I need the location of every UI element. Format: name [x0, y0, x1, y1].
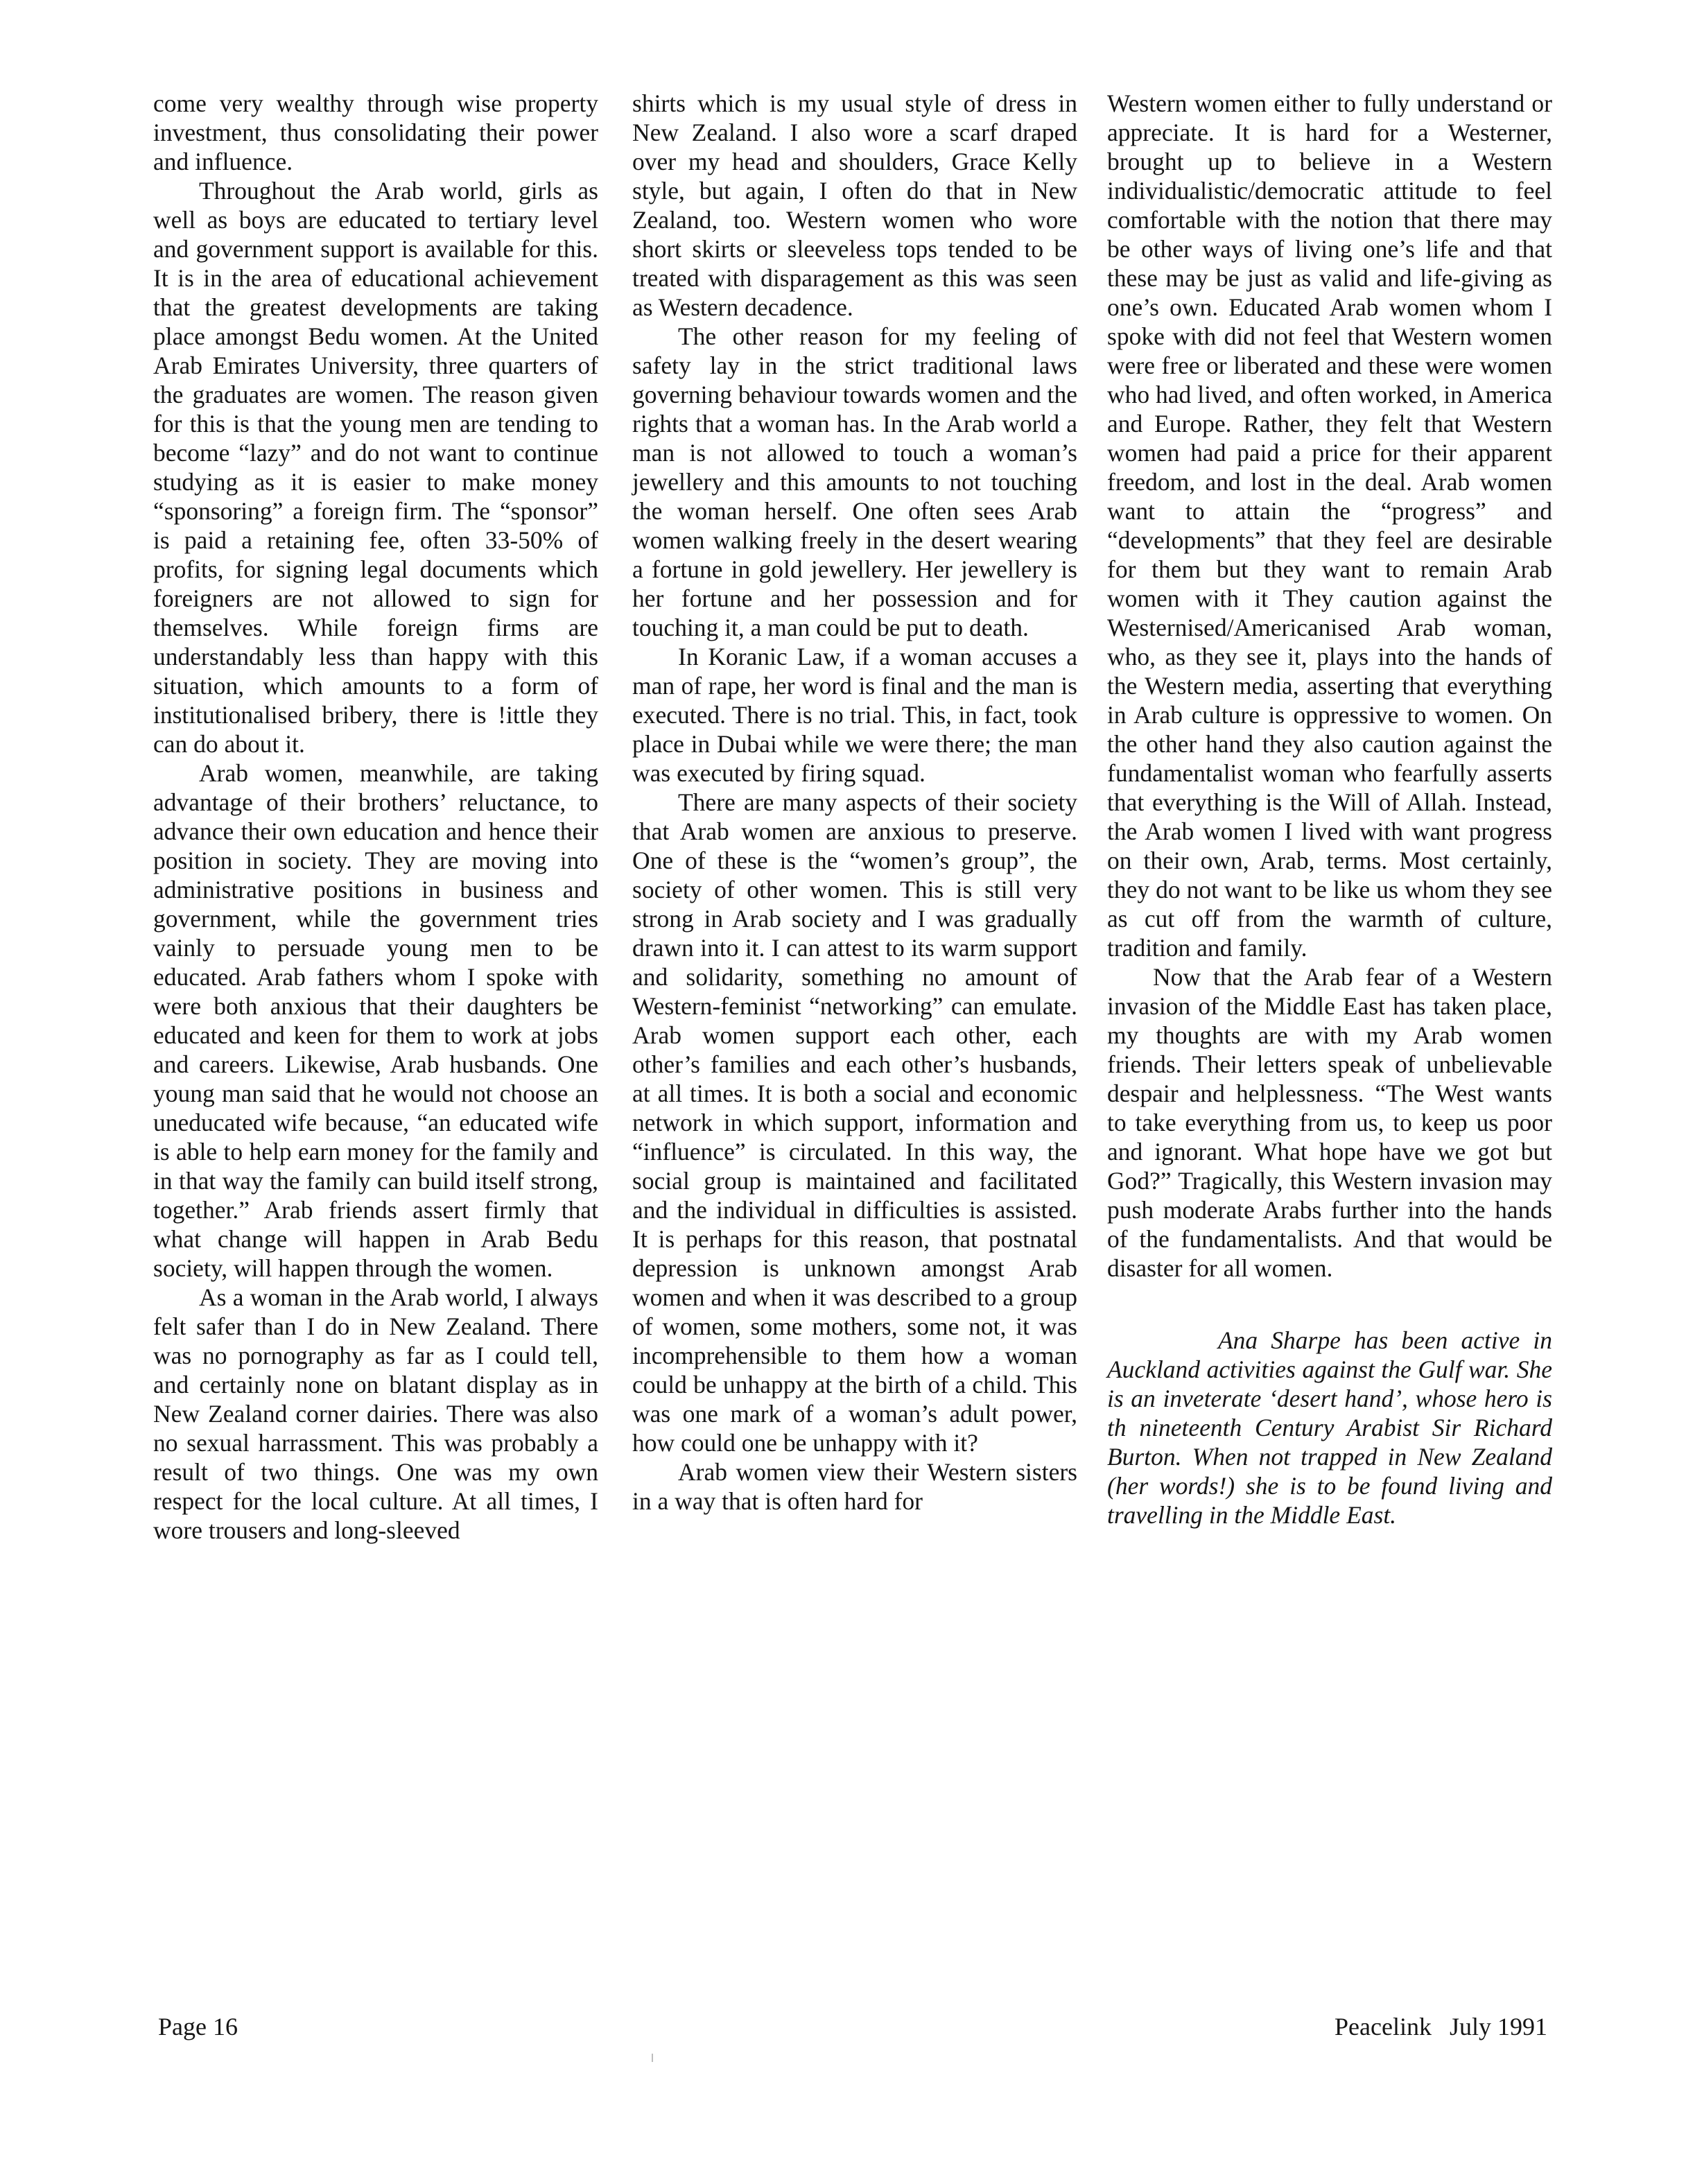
paragraph: There are many aspects of their society that Arab women are anxious to preserve. One of these is the “women’s group”, the society of other women. This is still very strong in Arab society and I was gradually drawn into it. I can attest to its warm support and solidarity, something no amount of Western-feminist “networking” can emulate. Arab women support each other, each other’s families and each other’s husbands, at all times. It is both a social and economic network in which support, information and “influence” is circulated. In this way, the social group is maintained and facilitated and the individual in difficulties is assisted. It is perhaps for this reason, that postnatal depression is unknown amongst Arab women and when it was described to a group of women, some mothers, some not, it was incomprehensible to them how a woman could be unhappy at the birth of a child. This was one mark of a woman’s adult power, how could one be unhappy with it?: [632, 788, 1077, 1457]
paragraph: The other reason for my feeling of safety lay in the strict traditional laws governing behaviour towards women and the rights that a woman has. In the Arab world a man is not allowed to touch a woman’s jewellery and this amounts to not touching the woman herself. One often sees Arab women walking freely in the desert wearing a fortune in gold jewellery. Her jewellery is her fortune and her possession and for touching it, a man could be put to death.: [632, 322, 1077, 641]
paragraph: In Koranic Law, if a woman accuses a man of rape, her word is final and the man is executed. There is no trial. This, in fact, took place in Dubai while we were there; the man was executed by firing squad.: [632, 643, 1077, 787]
paragraph: shirts which is my usual style of dress in New Zealand. I also wore a scarf draped over my head and shoulders, Grace Kelly style, but again, I often do that in New Zealand, too. Western women who wore short skirts or sleeveless tops tended to be treated with disparagement as this was seen as Western decadence.: [632, 89, 1077, 321]
paragraph: Throughout the Arab world, girls as well as boys are educated to tertiary level and government support is available for this. It is in the area of educational achievement that the greatest developments are taking place amongst Bedu women. At the United Arab Emirates University, three quarters of the graduates are women. The reason given for this is that the young men are tending to become “lazy” and do not want to continue studying as it is easier to make money “sponsoring” a foreign firm. The “sponsor” is paid a retaining fee, often 33-50% of profits, for signing legal documents which foreigners are not allowed to sign for themselves. While foreign firms are understandably less than happy with this situation, which amounts to a form of institutionalised bribery, there is !ittle they can do about it.: [153, 177, 598, 758]
paragraph: come very wealthy through wise property investment, thus consolidating their power and influence.: [153, 89, 598, 175]
paragraph: Now that the Arab fear of a Western invasion of the Middle East has taken place, my thoughts are with my Arab women friends. Their letters speak of unbelievable despair and helplessness. “The West wants to take everything from us, to keep us poor and ignorant. What hope have we got but God?” Tragically, this Western invasion may push moderate Arabs further into the hands of the fundamentalists. And that would be disaster for all women.: [1107, 963, 1552, 1282]
page-number: Page 16: [158, 2013, 238, 2040]
issue-date: July 1991: [1449, 2013, 1547, 2040]
scan-speck: [652, 2054, 653, 2062]
paragraph: Arab women view their Western sisters in a way that is often hard for: [632, 1458, 1077, 1515]
paragraph: As a woman in the Arab world, I always felt safer than I do in New Zealand. There was no pornography as far as I could tell, and certainly none on blatant display as in New Zealand corner dairies. There was also no sexual harrassment. This was probably a result of two things. One was my own respect for the local culture. At all times, I wore trousers and long-sleeved: [153, 1283, 598, 1544]
paragraph: Arab women, meanwhile, are taking advantage of their brothers’ reluctance, to advance their own education and hence their position in society. They are moving into administrative positions in business and government, while the government tries vainly to persuade young men to be educated. Arab fathers whom I spoke with were both anxious that their daughters be educated and keen for them to work at jobs and careers. Likewise, Arab husbands. One young man said that he would not choose an uneducated wife because, “an educated wife is able to help earn money for the family and in that way the family can build itself strong, together.” Arab friends assert firmly that what change will happen in Arab Bedu society, will happen through the women.: [153, 759, 598, 1282]
publication-footer: [1335, 2012, 1547, 2041]
article-column-1: [153, 89, 598, 1545]
paragraph: Western women either to fully understand or appreciate. It is hard for a Westerner, brought up to believe in a Western individualistic/democratic attitude to feel comfortable with the notion that there may be other ways of living one’s life and that these may be just as valid and life-giving as one’s own. Educated Arab women whom I spoke with did not feel that Western women were free or liberated and these were women who had lived, and often worked, in America and Europe. Rather, they felt that Western women had paid a price for their apparent freedom, and lost in the deal. Arab women want to attain the “progress” and “developments” that they feel are desirable for them but they want to remain Arab women with it They caution against the Westernised/Americanised Arab woman, who, as they see it, plays into the hands of the Western media, asserting that everything in Arab culture is oppressive to women. On the other hand they also caution against the fundamentalist woman who fearfully asserts that everything is the Will of Allah. Instead, the Arab women I lived with want progress on their own, Arab, terms. Most certainly, they do not want to be like us whom they see as cut off from the warmth of culture, tradition and family.: [1107, 89, 1552, 962]
article-column-2: [632, 89, 1077, 1516]
author-bio: Ana Sharpe has been active in Auckland activities against the Gulf war. She is an inveterate ‘desert hand’, whose hero is th nineteenth Century Arabist Sir Richard Burton. When not trapped in New Zealand (her words!) she is to be found living and travelling in the Middle East.: [1107, 1326, 1552, 1529]
article-column-3: [1107, 89, 1552, 1529]
publication-name: Peacelink: [1335, 2013, 1432, 2040]
